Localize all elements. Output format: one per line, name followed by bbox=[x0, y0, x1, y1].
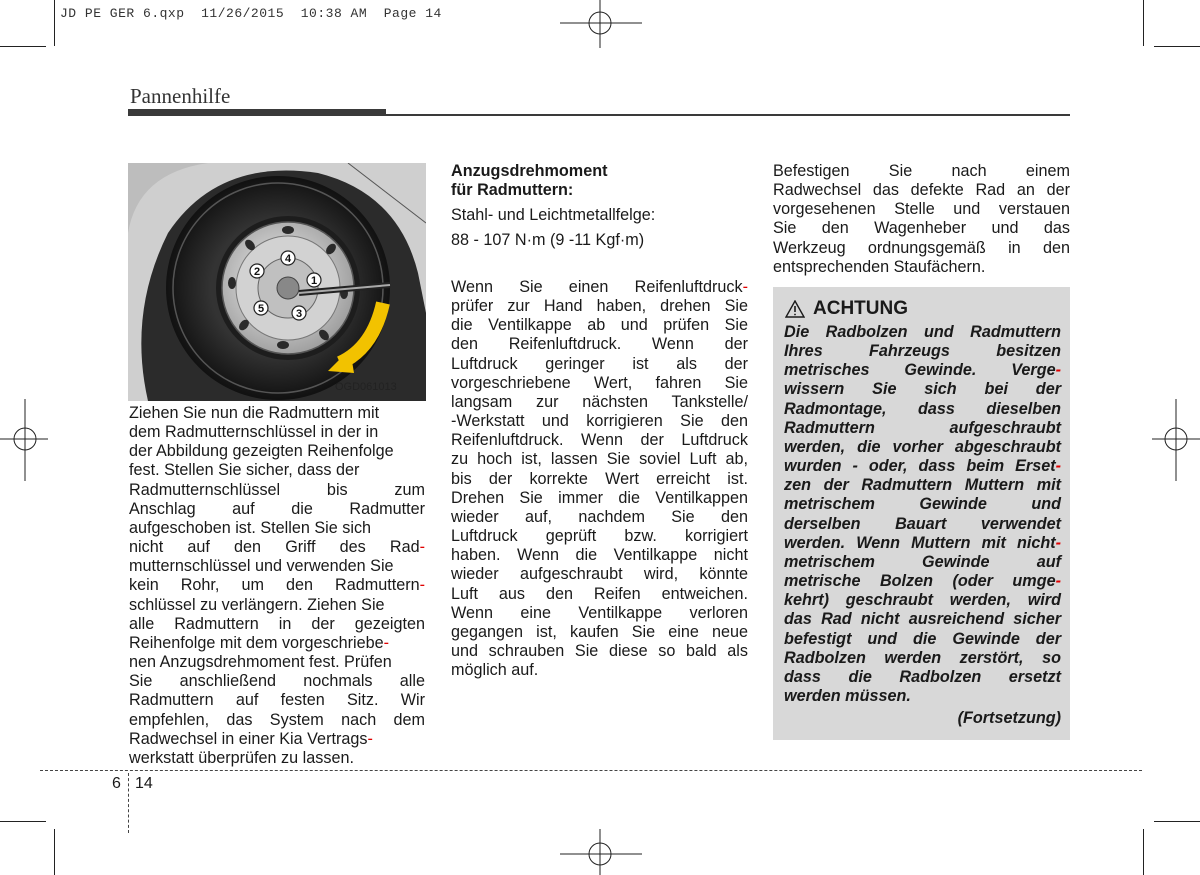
text-line: mutternschlüssel und verwenden Sie bbox=[129, 557, 394, 576]
page-number: 14 bbox=[135, 775, 153, 792]
text-line: metrische Bolzen (oder umge- bbox=[784, 572, 1061, 591]
nut-label-2: 2 bbox=[253, 266, 261, 278]
crop-mark bbox=[0, 821, 46, 822]
text-line: kehrt) geschraubt werden, wird bbox=[784, 591, 1061, 610]
registration-mark-right bbox=[1150, 395, 1200, 485]
text-line: empfehlen, das System nach dem bbox=[129, 710, 425, 729]
nut-label-5: 5 bbox=[257, 303, 265, 315]
text-line: Radbolzen werden zerstört, so bbox=[784, 648, 1061, 667]
text-line: langsam zur nächsten Tankstelle/ bbox=[451, 392, 748, 411]
text-line: Radmutternschlüssel bis zum bbox=[129, 480, 425, 499]
text-line: Sie den Wagenheber und das bbox=[773, 219, 1070, 238]
text-line: das Rad nicht ausreichend sicher bbox=[784, 610, 1061, 629]
section-title: Pannenhilfe bbox=[130, 84, 231, 108]
wheel-drawing bbox=[128, 163, 426, 401]
text-line: wieder aufgeschraubt wird, könnte bbox=[451, 565, 748, 584]
text-line: -Werkstatt und korrigieren Sie den bbox=[451, 412, 748, 431]
text-line: Wenn eine Ventilkappe verloren bbox=[451, 603, 748, 622]
crop-mark bbox=[1154, 46, 1200, 47]
text-line: die Ventilkappe ab und prüfen Sie bbox=[451, 316, 748, 335]
text-line: Werkzeug ordnungsgemäß in den bbox=[773, 238, 1070, 257]
text-line: wurden - oder, dass beim Erset- bbox=[784, 457, 1061, 476]
column-3-text bbox=[773, 162, 1070, 277]
nut-label-4: 4 bbox=[284, 253, 292, 265]
text-line: Reifenluftdruck. Wenn der Luftdruck bbox=[451, 431, 748, 450]
rim-type: Stahl- und Leichtmetallfelge: bbox=[451, 206, 656, 224]
text-line: zen der Radmuttern Muttern mit bbox=[784, 476, 1061, 495]
text-line: aufgeschoben ist. Stellen Sie sich bbox=[129, 518, 372, 537]
crop-mark bbox=[54, 0, 55, 46]
text-line: Radwechsel das defekte Rad an der bbox=[773, 181, 1070, 200]
text-line: Anschlag auf die Radmutter bbox=[129, 499, 425, 518]
torque-value: 88 - 107 N·m (9 -11 Kgf·m) bbox=[451, 231, 645, 249]
text-line: dem Radmutternschlüssel in der in bbox=[129, 423, 379, 442]
text-line: Wenn Sie einen Reifenluftdruck- bbox=[451, 278, 748, 296]
text-line: wissern Sie sich bei der bbox=[784, 380, 1061, 399]
warning-triangle-icon bbox=[785, 300, 805, 318]
wheel-illustration bbox=[128, 163, 426, 401]
text-line: metrischem Gewinde und bbox=[784, 495, 1061, 514]
text-line: nen Anzugsdrehmoment fest. Prüfen bbox=[129, 653, 392, 672]
text-line: werden müssen. bbox=[784, 686, 911, 705]
text-line: den Reifenluftdruck. Wenn der bbox=[451, 335, 748, 354]
print-slug: JD PE GER 6.qxp 11/26/2015 10:38 AM Page 14 bbox=[60, 6, 442, 21]
text-line: Ziehen Sie nun die Radmuttern mit bbox=[129, 404, 380, 422]
text-line: prüfer zur Hand haben, drehen Sie bbox=[451, 297, 748, 316]
registration-mark-bottom bbox=[556, 825, 646, 875]
text-line: werden. Wenn Muttern mit nicht- bbox=[784, 533, 1061, 552]
text-line: Befestigen Sie nach einem bbox=[773, 162, 1070, 180]
text-line: derselben Bauart verwendet bbox=[784, 514, 1061, 533]
text-line: Radmontage, dass dieselben bbox=[784, 399, 1061, 418]
text-line: bis der korrekte Wert erreicht ist. bbox=[451, 469, 748, 488]
warning-box bbox=[773, 287, 1070, 740]
torque-heading-line: für Radmuttern: bbox=[451, 181, 574, 199]
text-line: kein Rohr, um den Radmuttern- bbox=[129, 576, 425, 595]
text-line: Die Radbolzen und Radmuttern bbox=[784, 323, 1061, 341]
text-line: Ihres Fahrzeugs besitzen bbox=[784, 342, 1061, 361]
warning-header bbox=[785, 298, 908, 320]
torque-heading bbox=[451, 162, 748, 200]
registration-mark-top bbox=[556, 0, 646, 50]
crop-mark bbox=[1154, 821, 1200, 822]
text-line: fest. Stellen Sie sicher, dass der bbox=[129, 461, 360, 480]
footer-rule bbox=[40, 770, 1142, 771]
text-line: Luft aus den Reifen entweichen. bbox=[451, 584, 748, 603]
text-line: entsprechenden Staufächern. bbox=[773, 257, 986, 276]
text-line: vorgeschriebene Wert, fahren Sie bbox=[451, 373, 748, 392]
text-line: schlüssel zu verlängern. Ziehen Sie bbox=[129, 595, 385, 614]
text-line: Drehen Sie immer die Ventilkappen bbox=[451, 488, 748, 507]
text-line: metrischem Gewinde auf bbox=[784, 552, 1061, 571]
continuation-note: (Fortsetzung) bbox=[957, 709, 1061, 727]
header-rule-thick bbox=[128, 109, 386, 116]
text-line: zu hoch ist, lassen Sie soviel Luft ab, bbox=[451, 450, 748, 469]
warning-title: ACHTUNG bbox=[813, 298, 908, 319]
text-line: Radmuttern auf festen Sitz. Wir bbox=[129, 691, 425, 710]
text-line: der Abbildung gezeigten Reihenfolge bbox=[129, 442, 394, 461]
text-line: Sie anschließend nochmals alle bbox=[129, 672, 425, 691]
footer-divider bbox=[128, 773, 129, 833]
header-rule-thin bbox=[386, 114, 1070, 116]
text-line: Luftdruck geringer ist als der bbox=[451, 354, 748, 373]
text-line: dass die Radbolzen ersetzt bbox=[784, 667, 1061, 686]
text-line: werkstatt überprüfen zu lassen. bbox=[129, 748, 354, 767]
text-line: haben. Wenn die Ventilkappe nicht bbox=[451, 546, 748, 565]
text-line: Radwechsel in einer Kia Vertrags- bbox=[129, 729, 373, 748]
crop-mark bbox=[1143, 0, 1144, 46]
chapter-number: 6 bbox=[112, 775, 121, 792]
figure-code: OGD061013 bbox=[335, 381, 397, 393]
text-line: gegangen ist, kaufen Sie eine neue bbox=[451, 622, 748, 641]
text-line: möglich auf. bbox=[451, 661, 539, 680]
registration-mark-left bbox=[0, 395, 50, 485]
crop-mark bbox=[0, 46, 46, 47]
text-line: Luftdruck geprüft bzw. korrigiert bbox=[451, 527, 748, 546]
text-line: nicht auf den Griff des Rad- bbox=[129, 538, 425, 557]
torque-heading-line: Anzugsdrehmoment bbox=[451, 162, 608, 180]
text-line: Radmuttern aufgeschraubt bbox=[784, 418, 1061, 437]
text-line: vorgesehenen Stelle und verstauen bbox=[773, 200, 1070, 219]
text-line: wieder auf, nachdem Sie den bbox=[451, 507, 748, 526]
crop-mark bbox=[1143, 829, 1144, 875]
text-line: und schrauben Sie diese so bald als bbox=[451, 641, 748, 660]
crop-mark bbox=[54, 829, 55, 875]
column-2-text bbox=[451, 278, 748, 680]
nut-label-3: 3 bbox=[295, 308, 303, 320]
text-line: werden, die vorher abgeschraubt bbox=[784, 437, 1061, 456]
text-line: befestigt und die Gewinde der bbox=[784, 629, 1061, 648]
column-1-text bbox=[129, 404, 425, 768]
text-line: metrisches Gewinde. Verge- bbox=[784, 361, 1061, 380]
text-line: Reihenfolge mit dem vorgeschriebe- bbox=[129, 633, 390, 652]
text-line: alle Radmuttern in der gezeigten bbox=[129, 614, 425, 633]
nut-label-1: 1 bbox=[310, 275, 318, 287]
warning-text bbox=[784, 323, 1061, 706]
